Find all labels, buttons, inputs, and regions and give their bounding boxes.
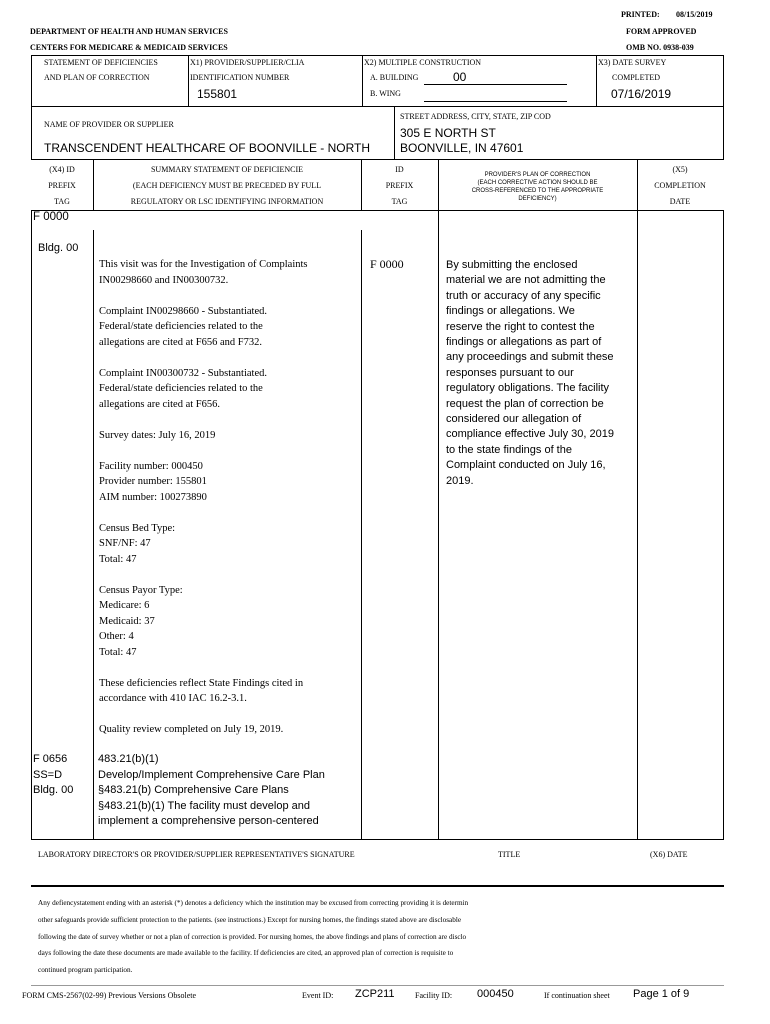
id-row-divider-1	[188, 55, 189, 106]
summary-header-2: (EACH DEFICIENCY MUST BE PRECEDED BY FULL	[132, 181, 322, 190]
id-row-left-border	[31, 55, 32, 159]
statement-label-2: AND PLAN OF CORRECTION	[44, 73, 150, 82]
form-approved: FORM APPROVED	[626, 27, 697, 36]
date-completed-label: COMPLETED	[612, 73, 660, 82]
wing-label: B. WING	[370, 89, 401, 98]
x4-id-header: (X4) ID	[49, 165, 75, 174]
summary-text-f0000: This visit was for the Investigation of Complaints IN00298660 and IN00300732. Complaint IN00298660 - Substantiated. Federal/state deficiencies related to the allegations are cited at F656 and F732. Complaint IN00300732 - Substantiated. Federal/state deficiencies related to the allegations are cited at F656. Survey dates: July 16, 2019 Facility number: 000450 Provider number: 155801 AIM number: 100273890 Census Bed Type: SNF/NF: 47 Total: 47 Census Payor Type: Medicare: 6 Medicaid: 37 Other: 4 Total: 47 These deficiencies reflect State Findings cited in accordance with 410 IAC 16.2-3.1. Quality review completed on July 19, 2019.	[99, 259, 308, 735]
entry-tag-f0000: F 0000	[33, 211, 69, 223]
id-prefix-header: PREFIX	[385, 181, 414, 190]
street-address: 305 E NORTH ST	[400, 126, 496, 140]
building-label: A. BUILDING	[370, 73, 419, 82]
id-row-divider-2	[362, 55, 363, 106]
date-survey-label: X3) DATE SURVEY	[598, 58, 667, 67]
x4-tag-header: TAG	[54, 197, 70, 206]
id-row-top-line	[31, 55, 724, 56]
id-tag-f0000: F 0000	[370, 257, 404, 271]
summary-header-1: SUMMARY STATEMENT OF DEFICIENCIE	[150, 165, 304, 174]
provider-row-bottom-line	[31, 159, 724, 160]
id-header: ID	[395, 165, 404, 174]
street-address-label: STREET ADDRESS, CITY, STATE, ZIP COD	[400, 112, 551, 121]
id-row-right-border	[723, 55, 724, 159]
x4-prefix-header: PREFIX	[48, 181, 76, 190]
building-underline	[424, 84, 567, 85]
plan-header-3: CROSS-REFERENCED TO THE APPROPRIATE	[471, 188, 604, 194]
body-divider-2	[361, 230, 362, 840]
city-state-zip: BOONVILLE, IN 47601	[400, 141, 524, 155]
completion-date-header: DATE	[669, 197, 691, 206]
plan-of-correction-text: By submitting the enclosed material we are not admitting the truth or accuracy of any specific findings or allegations. We reserve the right to contest the findings or allegations as part of any proceedings and submit these responses pursuant to our regulatory obligations. The facility request the plan of correction be considered our allegation of compliance effective July 30, 2019 to the state findings of the Complaint conducted on July 16, 2019.	[446, 259, 614, 487]
plan-header-4: DEFICIENCY)	[518, 196, 557, 202]
facility-id-value: 000450	[477, 988, 514, 1000]
event-id-value: ZCP211	[355, 988, 395, 1000]
date-survey-value: 07/16/2019	[611, 87, 672, 101]
disclaimer-text: Any defiencystatement ending with an asterisk (*) denotes a deficiency which the institution may be excused from correcting providing it is determin other safeguards provide sufficient protection to the patients. (see instructions.) Except for nursing homes, the findings stated above are disclosable following the date of survey whether or not a plan of correction is provided. For nursing homes, the above findings and plans of correction are disclo days following the date these documents are made available to the facility. If deficiencies are cited, an approved plan of correction is requisite to continued program participation.	[38, 899, 469, 975]
footer-line	[31, 985, 724, 986]
centers-title: CENTERS FOR MEDICARE & MEDICAID SERVICES	[30, 43, 228, 52]
x6-date-label: (X6) DATE	[650, 850, 688, 859]
provider-id-label-2: IDENTIFICATION NUMBER	[190, 73, 290, 82]
department-title: DEPARTMENT OF HEALTH AND HUMAN SERVICES	[30, 27, 228, 36]
multiple-construction-label: X2) MULTIPLE CONSTRUCTION	[364, 58, 482, 67]
facility-id-label: Facility ID:	[415, 991, 453, 1000]
provider-name: TRANSCENDENT HEALTHCARE OF BOONVILLE - NORTH	[44, 141, 371, 155]
continuation-label: If continuation sheet	[544, 991, 610, 1000]
printed-date: 08/15/2019	[676, 10, 713, 19]
building-value: 00	[453, 70, 467, 84]
form-number: FORM CMS-2567(02-99) Previous Versions Obsolete	[22, 991, 197, 1000]
col-header-bottom-line	[31, 210, 724, 211]
body-left-border	[31, 210, 32, 840]
provider-id-label-1: X1) PROVIDER/SUPPLIER/CLIA	[190, 58, 305, 67]
provider-id-number: 155801	[197, 87, 238, 101]
entry-bldg-00: Bldg. 00	[38, 242, 79, 254]
omb-number: OMB NO. 0938-039	[626, 43, 694, 52]
signature-bottom-line	[31, 885, 724, 887]
entry-tag-f0656: F 0656 SS=D Bldg. 00	[33, 753, 74, 796]
summary-text-f0656: 483.21(b)(1) Develop/Implement Comprehensive Care Plan §483.21(b) Comprehensive Care Plans §483.21(b)(1) The facility must develop and implement a comprehensive person-centered	[98, 753, 325, 827]
completion-header: COMPLETION	[654, 181, 706, 190]
plan-header-1: PROVIDER'S PLAN OF CORRECTION	[484, 172, 591, 178]
body-divider-3	[438, 210, 439, 840]
event-id-label: Event ID:	[302, 991, 334, 1000]
id-row-bottom-line	[31, 106, 724, 107]
id-tag-header: TAG	[391, 197, 408, 206]
signature-label: LABORATORY DIRECTOR'S OR PROVIDER/SUPPLIER REPRESENTATIVE'S SIGNATURE	[38, 850, 355, 859]
printed-label: PRINTED:	[621, 10, 660, 19]
body-divider-4	[637, 210, 638, 840]
title-label: TITLE	[498, 850, 521, 859]
id-row-divider-3	[596, 55, 597, 106]
provider-name-label: NAME OF PROVIDER OR SUPPLIER	[44, 120, 174, 129]
summary-header-3: REGULATORY OR LSC IDENTIFYING INFORMATION	[130, 197, 324, 206]
statement-label-1: STATEMENT OF DEFICIENCIES	[44, 58, 158, 67]
wing-underline	[424, 101, 567, 102]
provider-row-divider	[394, 106, 395, 159]
body-bottom-line	[31, 839, 724, 840]
body-right-border	[723, 210, 724, 840]
body-divider-1	[93, 230, 94, 840]
x5-header: (X5)	[672, 165, 688, 174]
page-number: Page 1 of 9	[633, 988, 690, 1000]
plan-header-2: (EACH CORRECTIVE ACTION SHOULD BE	[477, 180, 598, 186]
